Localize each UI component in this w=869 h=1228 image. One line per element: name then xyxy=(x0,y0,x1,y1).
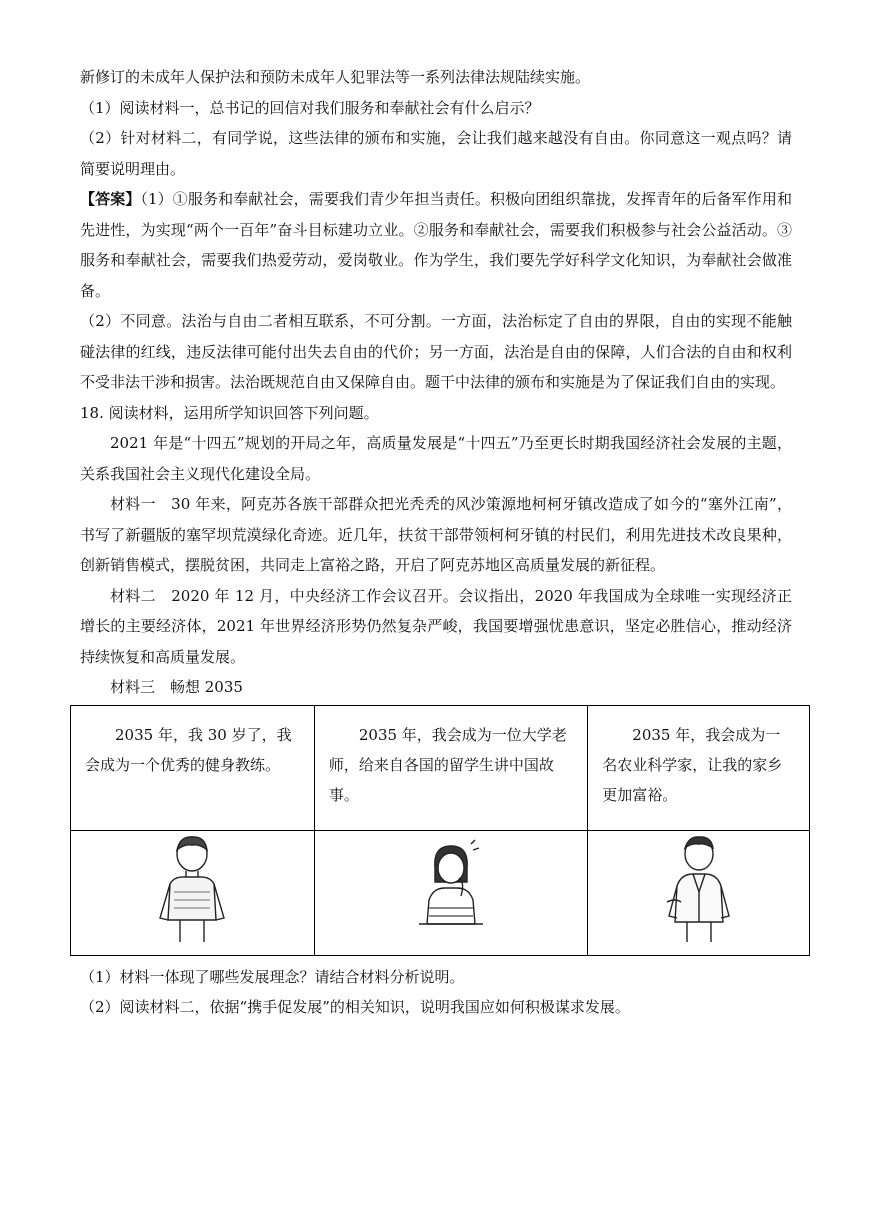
table-cell-2: 2035 年，我会成为一位大学老师，给来自各国的留学生讲中国故事。 xyxy=(314,705,587,830)
answer-label: 【答案】 xyxy=(80,190,141,208)
material-3-table xyxy=(70,705,810,956)
material-2: 材料二 2020 年 12 月，中央经济工作会议召开。会议指出，2020 年我国成为全球唯一实现经济正增长的主要经济体，2021 年世界经济形势仍然复杂严峻，我国要增强忧患意识，坚定必胜信心，推动经济持续恢复和高质量发展。 xyxy=(80,586,792,666)
question-18-title: 18. 阅读材料，运用所学知识回答下列问题。 xyxy=(80,403,379,422)
question-17-2: （2）针对材料二，有同学说，这些法律的颁布和实施，会让我们越来越没有自由。你同意这一观点吗？请简要说明理由。 xyxy=(80,129,792,178)
answer-1 xyxy=(80,184,792,306)
table-cell-3: 2035 年，我会成为一名农业科学家，让我的家乡更加富裕。 xyxy=(588,705,810,830)
table-cell-1: 2035 年，我 30 岁了，我会成为一个优秀的健身教练。 xyxy=(71,705,315,830)
answer-2: （2）不同意。法治与自由二者相互联系，不可分割。一方面，法治标定了自由的界限，自由的实现不能触碰法律的红线，违反法律可能付出失去自由的代价；另一方面，法治是自由的保障，人们合法的自由和权利不受非法干涉和损害。法治既规范自由又保障自由。题干中法律的颁布和实施是为了保证我们自由的实现。 xyxy=(80,312,792,391)
document-page xyxy=(80,62,792,1023)
boy-in-hoodie-illustration xyxy=(588,830,810,955)
question-18-1: （1）材料一体现了哪些发展理念？请结合材料分析说明。 xyxy=(80,967,465,986)
answer-1-text: （1）①服务和奉献社会，需要我们青少年担当责任。积极向团组织靠拢，发挥青年的后备军作用和先进性，为实现“两个一百年”奋斗目标建功立业。②服务和奉献社会，需要我们积极参与社会公益活动。③服务和奉献社会，需要我们热爱劳动，爱岗敬业。作为学生，我们要先学好科学文化知识，为奉献社会做准备。 xyxy=(80,190,792,300)
intro-tail: 新修订的未成年人保护法和预防未成年人犯罪法等一系列法律法规陆续实施。 xyxy=(80,68,591,86)
girl-thinking-illustration xyxy=(314,830,587,955)
material-1: 材料一 30 年来，阿克苏各族干部群众把光秃秃的风沙策源地柯柯牙镇改造成了如今的“塞外江南”，书写了新疆版的塞罕坝荒漠绿化奇迹。近几年，扶贫干部带领柯柯牙镇的村民们，利用先进技术改良果种，创新销售模式，摆脱贫困，共同走上富裕之路，开启了阿克苏地区高质量发展的新征程。 xyxy=(80,495,792,574)
boy-in-sweater-illustration xyxy=(71,830,315,955)
question-18-2: （2）阅读材料二，依据“携手促发展”的相关知识，说明我国应如何积极谋求发展。 xyxy=(80,998,630,1016)
question-17-1: （1）阅读材料一，总书记的回信对我们服务和奉献社会有什么启示？ xyxy=(80,98,540,117)
question-18-intro: 2021 年是“十四五”规划的开局之年，高质量发展是“十四五”乃至更长时期我国经济社会发展的主题，关系我国社会主义现代化建设全局。 xyxy=(80,434,792,483)
material-3-title: 材料三 畅想 2035 xyxy=(110,678,243,696)
